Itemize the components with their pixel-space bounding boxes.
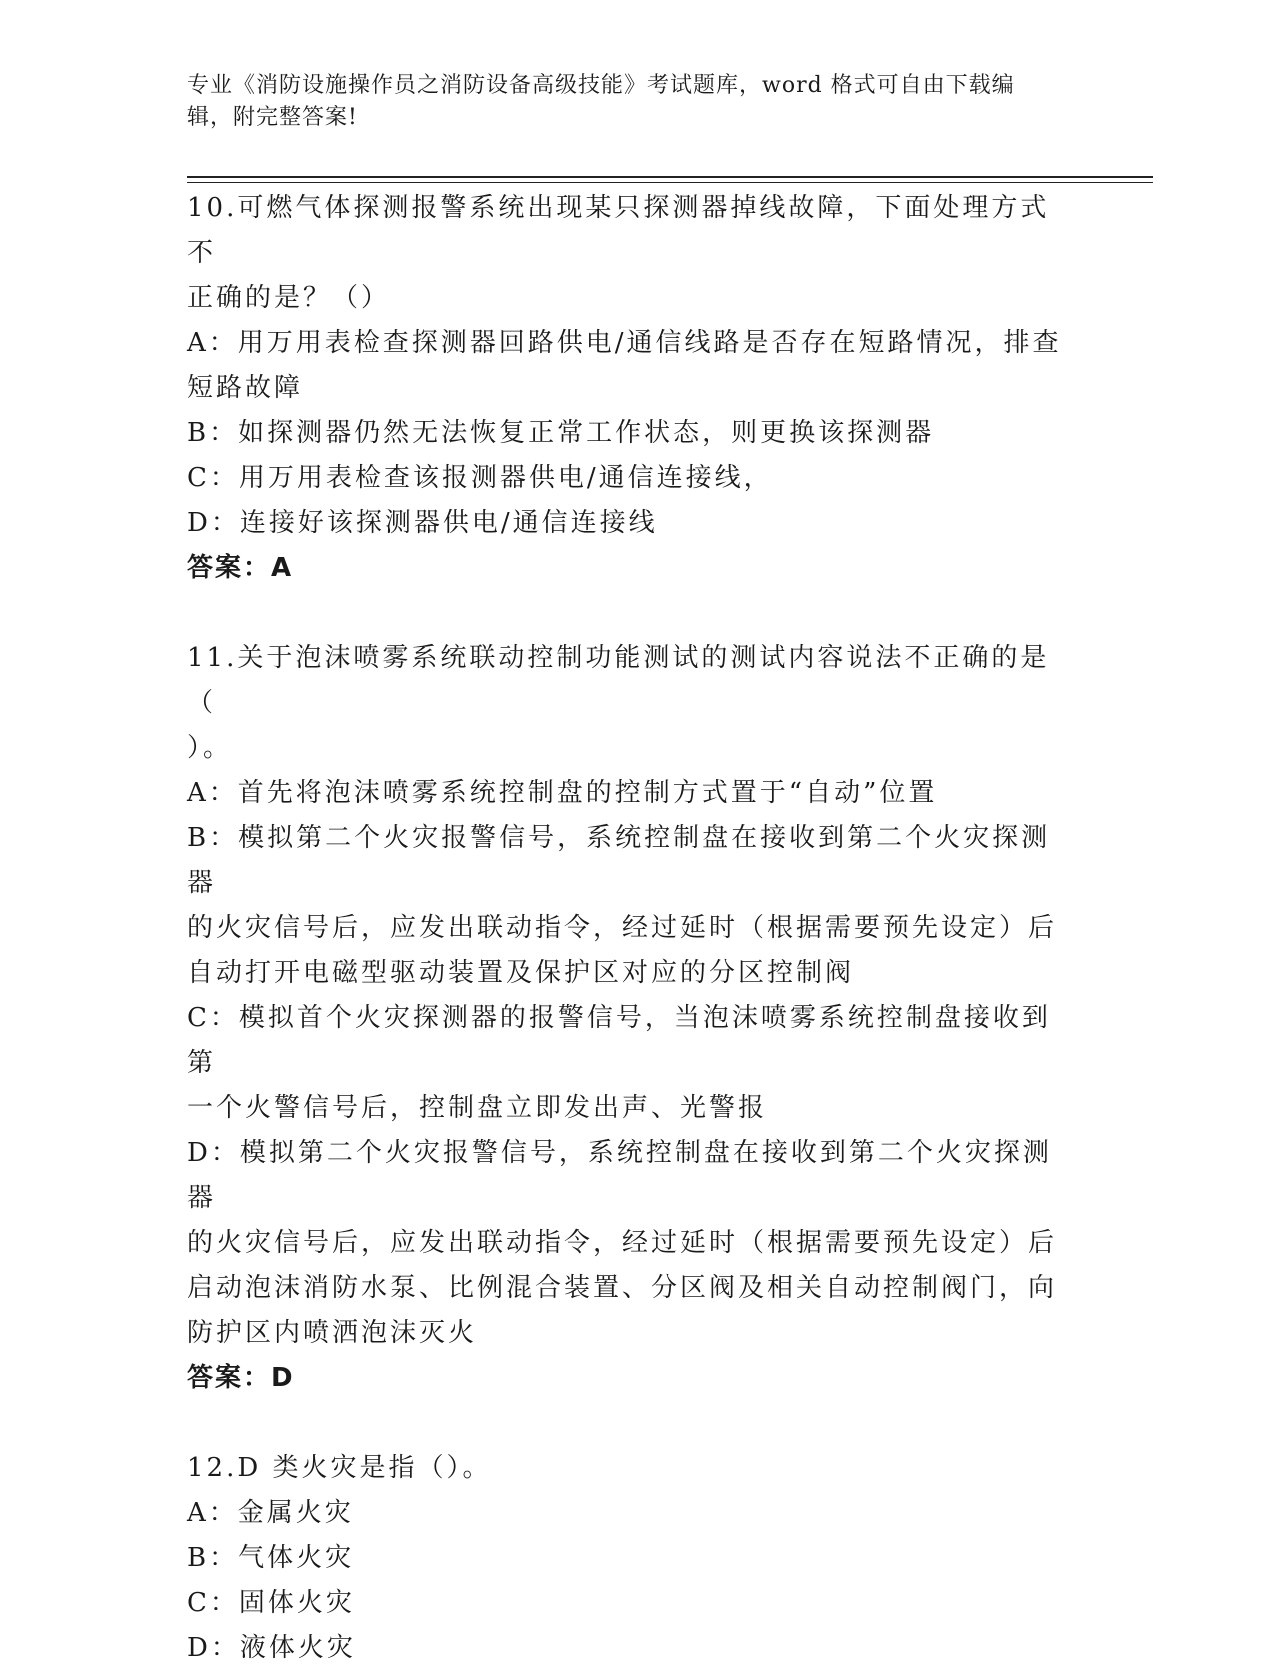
answer-option-line: C：模拟首个火灾探测器的报警信号，当泡沫喷雾系统控制盘接收到第 (187, 1003, 1051, 1078)
answer-option (187, 816, 1067, 996)
answer-key: 答案：D (187, 1363, 295, 1393)
answer-option-line: C：固体火灾 (187, 1588, 355, 1618)
answer-option-line: 防护区内喷洒泡沫灭火 (187, 1318, 478, 1348)
header-divider-thin (187, 182, 1153, 183)
question-block (187, 1446, 1067, 1671)
answer-option (187, 321, 1067, 411)
answer-option (187, 771, 1067, 816)
answer-option-line: D：液体火灾 (187, 1633, 356, 1663)
question-spacer (187, 1401, 1067, 1446)
answer-option-line: 自动打开电磁型驱动装置及保护区对应的分区控制阀 (187, 958, 855, 988)
answer-option-line: B：气体火灾 (187, 1543, 355, 1573)
answer-option-line: 的火灾信号后，应发出联动指令，经过延时（根据需要预先设定）后 (187, 913, 1058, 943)
header-title-line-2: 辑，附完整答案! (187, 105, 358, 130)
answer-option-line: A：首先将泡沫喷雾系统控制盘的控制方式置于“自动”位置 (187, 778, 938, 808)
answer-option (187, 411, 1067, 456)
question-stem-line: 10.可燃气体探测报警系统出现某只探测器掉线故障，下面处理方式不 (187, 193, 1050, 268)
header-divider-thick (187, 176, 1153, 178)
answer-option-line: B：模拟第二个火灾报警信号，系统控制盘在接收到第二个火灾探测器 (187, 823, 1051, 898)
answer-option-line: 一个火警信号后，控制盘立即发出声、光警报 (187, 1093, 768, 1123)
question-spacer (187, 591, 1067, 636)
answer-option-line: D：模拟第二个火灾报警信号，系统控制盘在接收到第二个火灾探测器 (187, 1138, 1052, 1213)
answer-option (187, 1581, 1067, 1626)
answer-option (187, 456, 1067, 501)
document-header (187, 70, 1067, 134)
answer-option-line: A：金属火灾 (187, 1498, 354, 1528)
question-stem-line: 正确的是？（） (187, 283, 391, 313)
answer-option-line: 的火灾信号后，应发出联动指令，经过延时（根据需要预先设定）后 (187, 1228, 1058, 1258)
question-block (187, 186, 1067, 591)
answer-option (187, 1536, 1067, 1581)
question-stem-line: ）。 (187, 733, 233, 763)
question-block (187, 636, 1067, 1401)
answer-option-line: D：连接好该探测器供电/通信连接线 (187, 508, 658, 538)
answer-option-line: B：如探测器仍然无法恢复正常工作状态，则更换该探测器 (187, 418, 935, 448)
answer-option (187, 501, 1067, 546)
answer-key: 答案：A (187, 553, 294, 583)
header-title-line-1: 专业《消防设施操作员之消防设备高级技能》考试题库，word 格式可自由下载编 (187, 73, 1015, 98)
questions-list (187, 186, 1067, 1671)
answer-option-line: 启动泡沫消防水泵、比例混合装置、分区阀及相关自动控制阀门，向 (187, 1273, 1058, 1303)
question-stem-line: 11.关于泡沫喷雾系统联动控制功能测试的测试内容说法不正确的是（ (187, 643, 1050, 718)
answer-option-line: 短路故障 (187, 373, 304, 403)
answer-option-line: A：用万用表检查探测器回路供电/通信线路是否存在短路情况，排查 (187, 328, 1062, 358)
answer-option (187, 1626, 1067, 1671)
answer-option-line: C：用万用表检查该报测器供电/通信连接线， (187, 463, 773, 493)
answer-option (187, 996, 1067, 1131)
answer-option (187, 1131, 1067, 1356)
answer-option (187, 1491, 1067, 1536)
question-stem-line: 12.D 类火灾是指（）。 (187, 1453, 492, 1483)
